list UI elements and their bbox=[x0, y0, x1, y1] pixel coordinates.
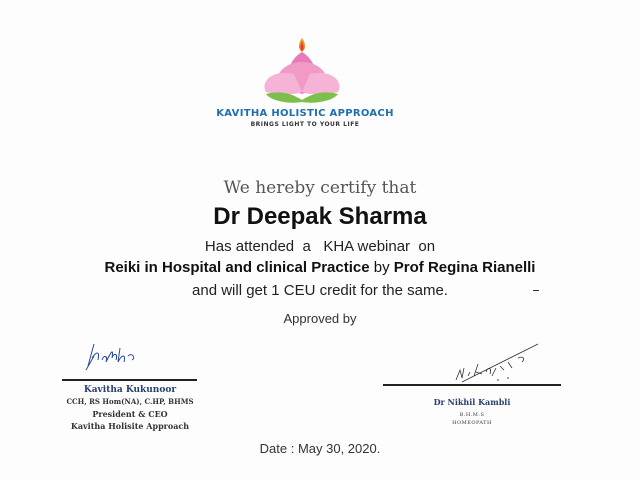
signatory-right-role: HOMEOPATH bbox=[452, 420, 492, 426]
signatory-left-organization: Kavitha Holisite Approach bbox=[70, 421, 190, 431]
signature-line-right bbox=[383, 384, 561, 386]
approved-by: Approved by bbox=[283, 311, 357, 326]
credit-line: and will get 1 CEU credit for the same. bbox=[192, 282, 448, 299]
attended-line: Has attended a KHA webinar on bbox=[204, 238, 436, 255]
recipient-name: Dr Deepak Sharma bbox=[213, 203, 427, 230]
signatory-left-credentials: CCH, RS Hom(NA), C.HP, BHMS bbox=[66, 397, 194, 406]
signatory-left-name: Kavitha Kukunoor bbox=[83, 385, 177, 395]
signature-right bbox=[452, 340, 542, 385]
signature-line-left bbox=[62, 379, 197, 381]
lotus-flame-icon bbox=[252, 34, 352, 106]
brand-name: KAVITHA HOLISTIC APPROACH bbox=[216, 108, 394, 119]
by-word: by bbox=[373, 259, 390, 276]
stray-dash bbox=[533, 290, 539, 291]
signatory-left-role: President & CEO bbox=[92, 409, 168, 419]
certify-intro: We hereby certify that bbox=[223, 178, 417, 198]
signature-left bbox=[82, 336, 142, 376]
presenter-name: Prof Regina Rianelli bbox=[393, 259, 536, 276]
certificate-date: Date : May 30, 2020. bbox=[259, 441, 381, 456]
topic-line bbox=[0, 259, 640, 276]
webinar-topic: Reiki in Hospital and clinical Practice bbox=[104, 259, 370, 276]
signatory-right-name: Dr Nikhil Kambli bbox=[433, 397, 511, 407]
signatory-right-credentials: B.H.M.S bbox=[459, 412, 485, 418]
brand-tagline: BRINGS LIGHT TO YOUR LIFE bbox=[250, 121, 360, 128]
